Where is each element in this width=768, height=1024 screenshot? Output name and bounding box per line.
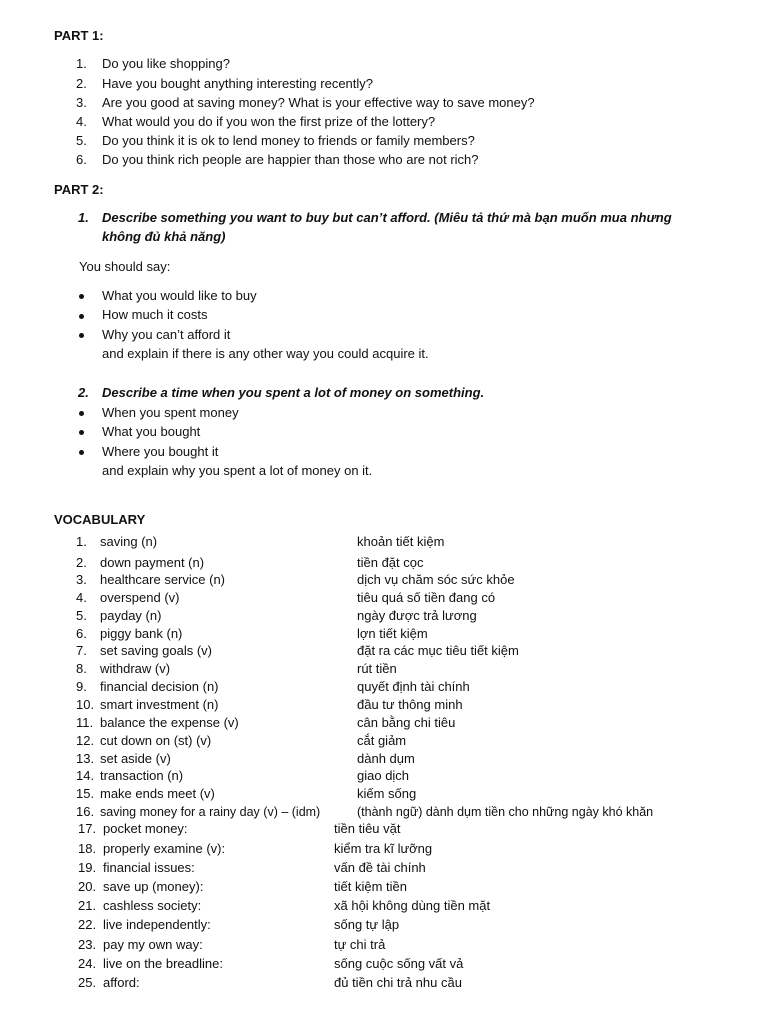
- cue-explain: and explain if there is any other way you could acquire it.: [102, 346, 429, 361]
- vocab-meaning: xã hội không dùng tiền mặt: [334, 898, 491, 913]
- vocab-meaning: vấn đề tài chính: [334, 860, 426, 875]
- vocab-number: 11.: [76, 715, 94, 730]
- vocab-number: 5.: [76, 608, 87, 623]
- topic1-title-line2: không đủ khả năng): [102, 229, 226, 244]
- question-number: 6.: [76, 152, 87, 167]
- cue-item: Where you bought it: [102, 444, 219, 459]
- vocab-term: saving money for a rainy day (v) – (idm): [100, 805, 321, 819]
- vocab-term: set aside (v): [100, 751, 171, 766]
- vocab-term: overspend (v): [100, 590, 180, 605]
- question-text: Do you like shopping?: [102, 56, 230, 71]
- vocab-meaning: (thành ngữ) dành dụm tiền cho những ngày khó khăn: [357, 805, 654, 819]
- vocab-number: 8.: [76, 661, 87, 676]
- vocab-term: live independently:: [103, 917, 211, 932]
- bullet-icon: [79, 430, 84, 435]
- vocab-meaning: quyết định tài chính: [357, 679, 470, 694]
- vocab-meaning: kiểm tra kĩ lưỡng: [334, 841, 433, 856]
- vocab-term: balance the expense (v): [100, 715, 239, 730]
- vocab-term: saving (n): [100, 534, 158, 549]
- vocab-term: payday (n): [100, 608, 162, 623]
- vocab-term: transaction (n): [100, 768, 184, 783]
- cue-item: Why you can’t afford it: [102, 327, 231, 342]
- vocab-term: pay my own way:: [103, 937, 203, 952]
- vocab-meaning: rút tiền: [357, 661, 397, 676]
- vocab-term: smart investment (n): [100, 697, 219, 712]
- question-text: What would you do if you won the first prize of the lottery?: [102, 114, 436, 129]
- vocab-term: make ends meet (v): [100, 786, 215, 801]
- vocab-term: afford:: [103, 975, 140, 990]
- cue-item: When you spent money: [102, 405, 239, 420]
- vocab-term: cut down on (st) (v): [100, 733, 212, 748]
- question-number: 2.: [76, 76, 87, 91]
- question-number: 3.: [76, 95, 87, 110]
- vocab-meaning: sống tự lập: [334, 917, 400, 932]
- vocab-number: 9.: [76, 679, 87, 694]
- vocab-number: 19.: [78, 860, 97, 875]
- vocab-number: 18.: [78, 841, 97, 856]
- cue-item: What you bought: [102, 424, 201, 439]
- vocab-number: 15.: [76, 786, 95, 801]
- question-number: 4.: [76, 114, 87, 129]
- question-text: Do you think it is ok to lend money to friends or family members?: [102, 133, 475, 148]
- vocab-number: 16.: [76, 804, 95, 819]
- vocab-meaning: đặt ra các mục tiêu tiết kiệm: [357, 643, 519, 658]
- topic2-title: Describe a time when you spent a lot of money on something.: [102, 385, 485, 400]
- topic2-number: 2.: [78, 385, 89, 400]
- question-text: Have you bought anything interesting recently?: [102, 76, 374, 91]
- vocab-term: properly examine (v):: [103, 841, 226, 856]
- question-text: Do you think rich people are happier than those who are not rich?: [102, 152, 479, 167]
- vocab-number: 17.: [78, 821, 97, 836]
- vocab-number: 1.: [76, 534, 87, 549]
- vocab-term: save up (money):: [103, 879, 204, 894]
- part1-heading: PART 1:: [54, 28, 104, 43]
- vocab-meaning: dành dụm: [357, 751, 415, 766]
- vocab-term: set saving goals (v): [100, 643, 212, 658]
- vocab-number: 20.: [78, 879, 97, 894]
- vocab-number: 6.: [76, 626, 87, 641]
- cue-item: How much it costs: [102, 307, 208, 322]
- vocab-meaning: kiếm sống: [357, 786, 417, 801]
- vocab-meaning: cắt giảm: [357, 733, 407, 748]
- bullet-icon: [79, 333, 84, 338]
- question-number: 5.: [76, 133, 87, 148]
- vocab-meaning: đủ tiền chi trả nhu cầu: [334, 975, 462, 990]
- vocab-term: piggy bank (n): [100, 626, 183, 641]
- vocabulary-heading: VOCABULARY: [54, 512, 146, 527]
- bullet-icon: [79, 314, 84, 319]
- vocab-term: live on the breadline:: [103, 956, 223, 971]
- vocab-number: 12.: [76, 733, 95, 748]
- vocab-meaning: đầu tư thông minh: [357, 697, 463, 712]
- vocab-term: withdraw (v): [100, 661, 171, 676]
- vocab-meaning: tiền tiêu vặt: [334, 821, 401, 836]
- vocab-number: 21.: [78, 898, 97, 913]
- topic1-number: 1.: [78, 210, 89, 225]
- bullet-icon: [79, 450, 84, 455]
- vocab-term: healthcare service (n): [100, 572, 225, 587]
- bullet-icon: [79, 411, 84, 416]
- vocab-number: 23.: [78, 937, 97, 952]
- vocab-meaning: tiết kiệm tiền: [334, 879, 407, 894]
- vocab-meaning: dịch vụ chăm sóc sức khỏe: [357, 572, 515, 587]
- vocab-number: 25.: [78, 975, 97, 990]
- vocab-meaning: tiền đặt cọc: [357, 555, 424, 570]
- vocab-number: 14.: [76, 768, 95, 783]
- vocab-term: down payment (n): [100, 555, 205, 570]
- vocab-meaning: tự chi trả: [334, 937, 386, 952]
- vocab-term: pocket money:: [103, 821, 188, 836]
- vocab-number: 10.: [76, 697, 95, 712]
- vocab-number: 22.: [78, 917, 97, 932]
- vocab-term: cashless society:: [103, 898, 202, 913]
- question-text: Are you good at saving money? What is your effective way to save money?: [102, 95, 535, 110]
- vocab-meaning: khoản tiết kiệm: [357, 534, 445, 549]
- should-say-label: You should say:: [79, 259, 171, 274]
- vocab-meaning: cân bằng chi tiêu: [357, 715, 456, 730]
- vocab-meaning: ngày được trả lương: [357, 608, 477, 623]
- vocab-number: 13.: [76, 751, 95, 766]
- vocab-meaning: sống cuộc sống vất vả: [334, 956, 464, 971]
- vocab-number: 3.: [76, 572, 87, 587]
- bullet-icon: [79, 294, 84, 299]
- cue-item: What you would like to buy: [102, 288, 257, 303]
- vocab-number: 4.: [76, 590, 87, 605]
- cue-explain: and explain why you spent a lot of money on it.: [102, 463, 373, 478]
- vocab-term: financial issues:: [103, 860, 195, 875]
- topic1-title-line1: Describe something you want to buy but can’t afford. (Miêu tả thứ mà bạn muốn mua nhưng: [102, 210, 672, 225]
- question-number: 1.: [76, 56, 87, 71]
- vocab-number: 24.: [78, 956, 97, 971]
- vocab-meaning: giao dịch: [357, 768, 410, 783]
- vocab-number: 7.: [76, 643, 87, 658]
- vocab-meaning: tiêu quá số tiền đang có: [357, 590, 496, 605]
- vocab-meaning: lợn tiết kiệm: [357, 626, 428, 641]
- part2-heading: PART 2:: [54, 182, 104, 197]
- vocab-number: 2.: [76, 555, 87, 570]
- vocab-term: financial decision (n): [100, 679, 219, 694]
